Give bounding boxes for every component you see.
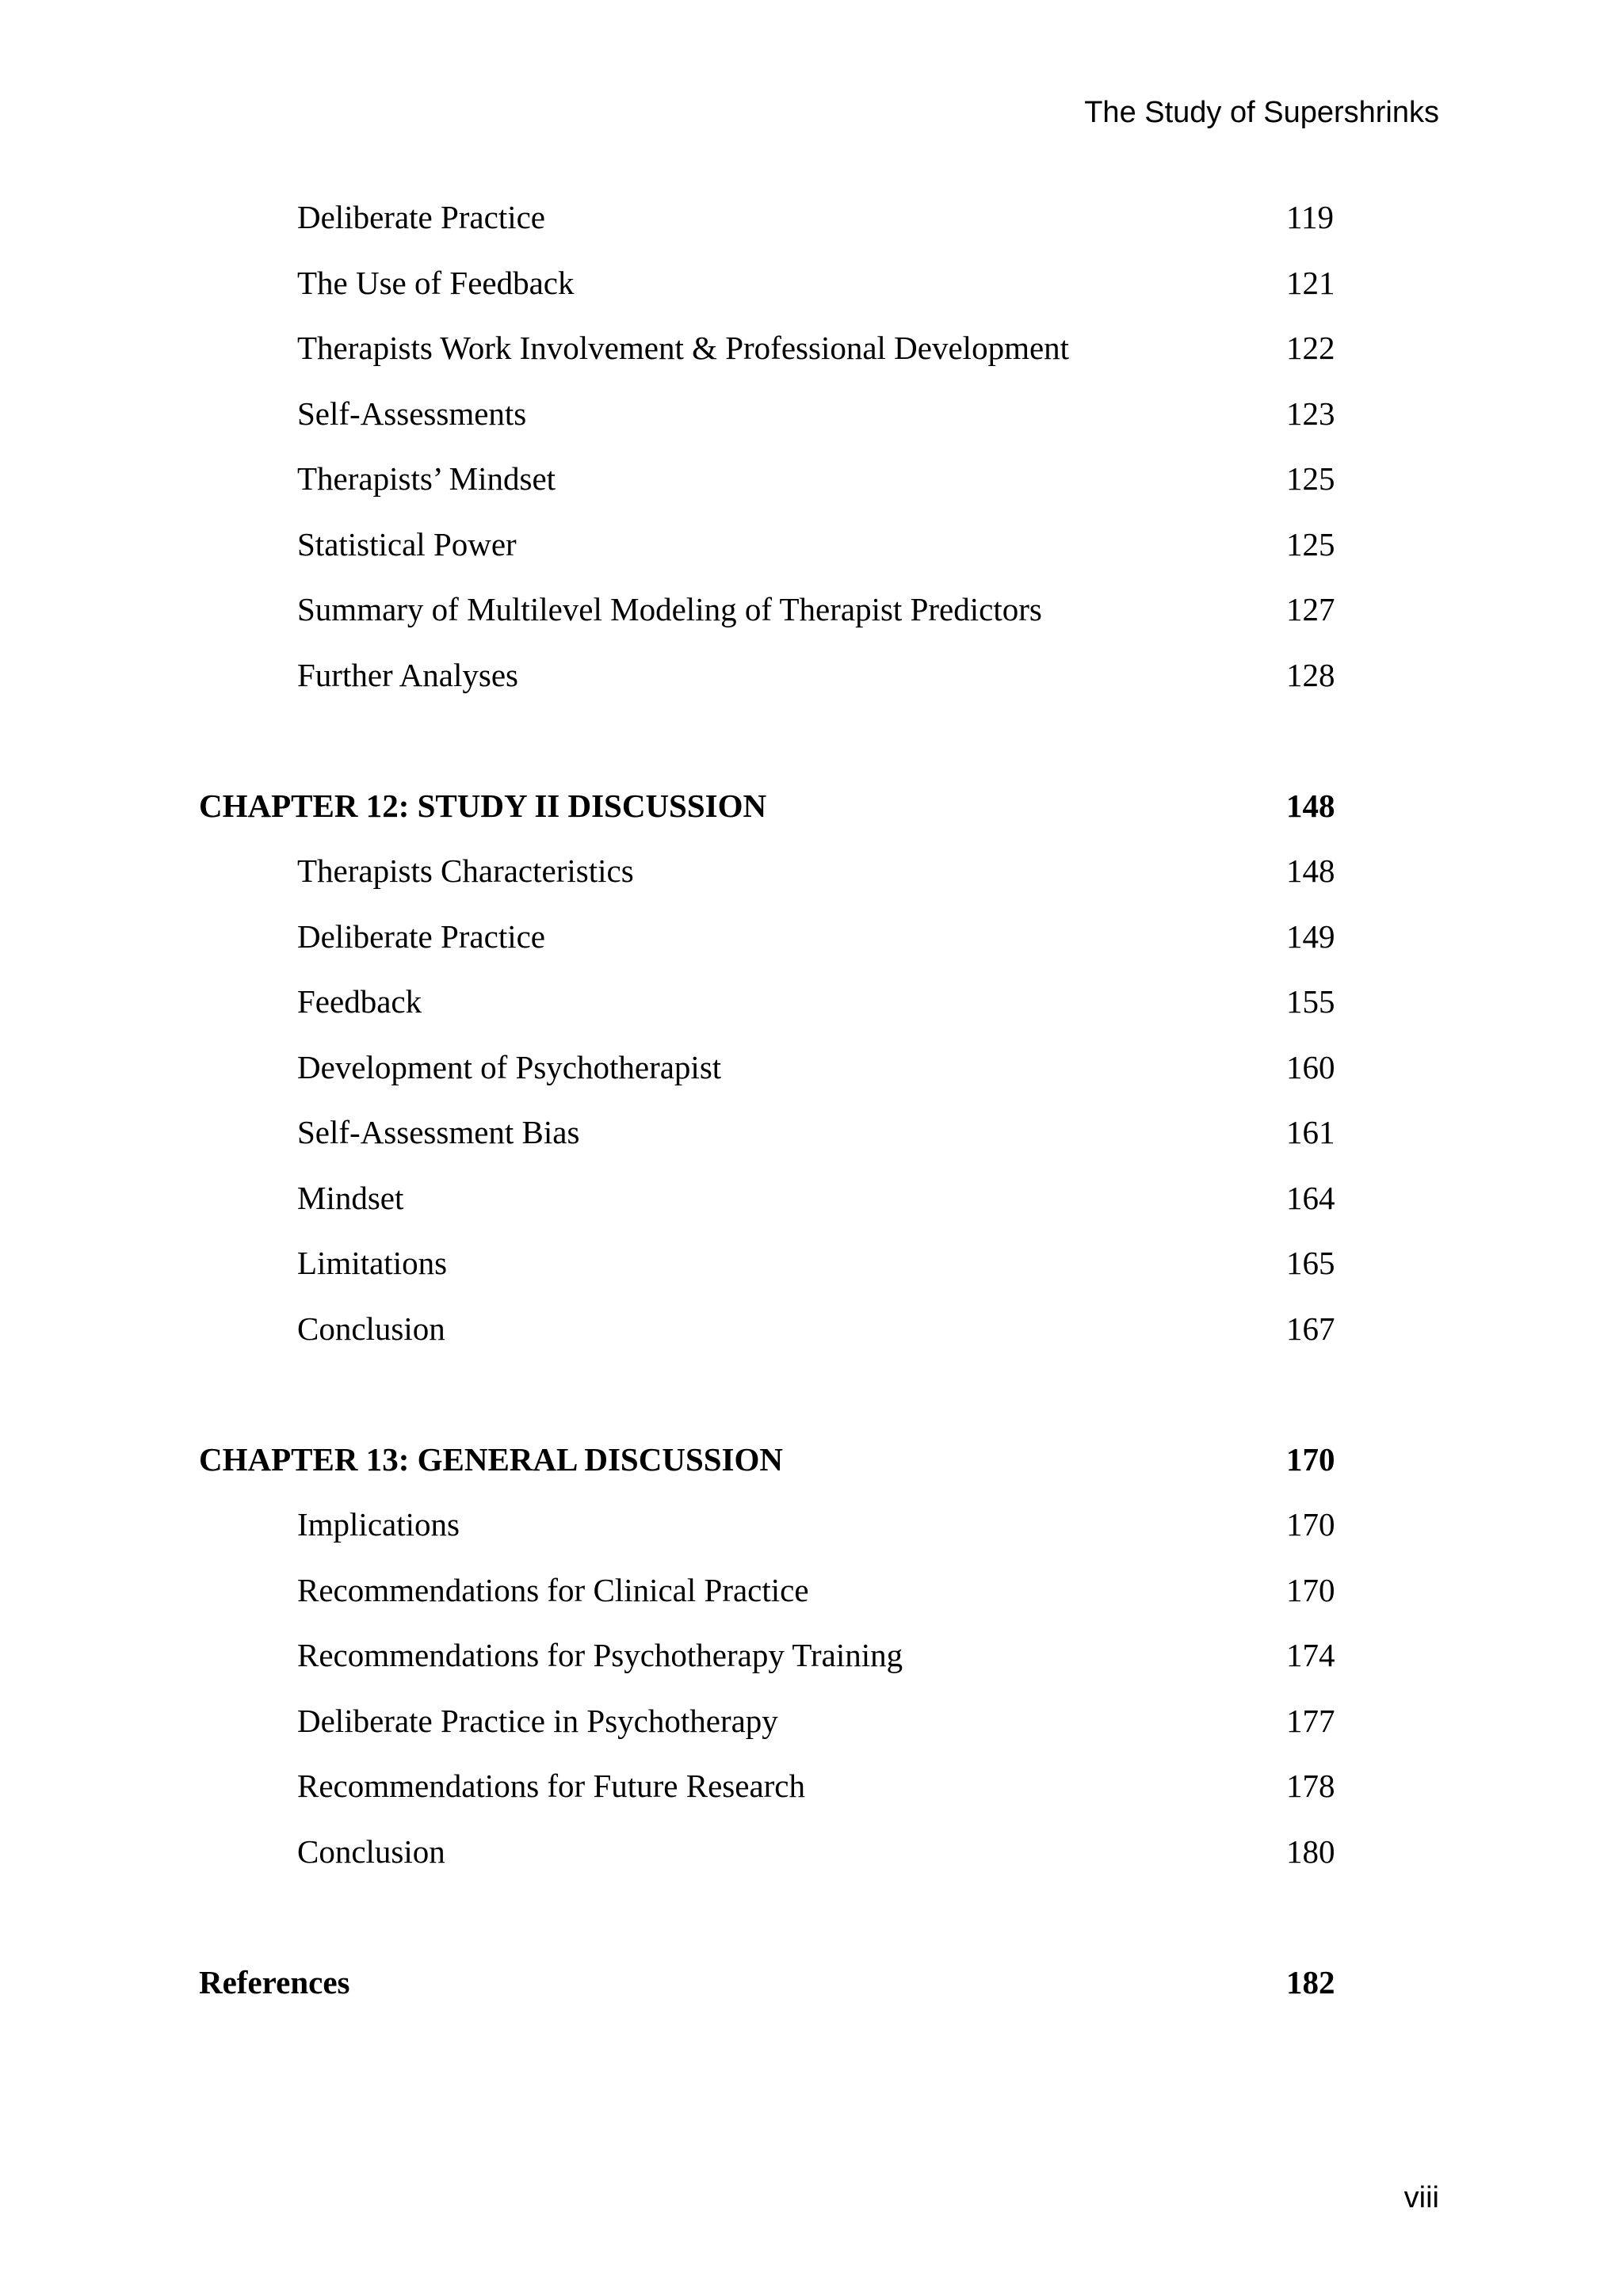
toc-entry[interactable] <box>0 651 1623 717</box>
toc-entry-title: Feedback <box>297 983 422 1020</box>
toc-entry-title: Recommendations for Psychotherapy Training <box>297 1637 903 1673</box>
toc-entry-title: Deliberate Practice <box>297 917 546 955</box>
toc-entry-page: 123 <box>1286 395 1335 432</box>
toc-chapter-heading[interactable] <box>0 782 1623 848</box>
toc-entry-title: Statistical Power <box>297 525 517 563</box>
toc-entry-page: 170 <box>1286 1506 1335 1543</box>
toc-entry-page: 122 <box>1286 330 1335 366</box>
toc-entry[interactable] <box>0 1174 1623 1240</box>
toc-entry-page: 128 <box>1286 656 1335 693</box>
toc-entry-page: 125 <box>1286 460 1335 497</box>
toc-entry-title: Development of Psychotherapist <box>297 1048 722 1085</box>
toc-entry[interactable] <box>0 390 1623 456</box>
toc-entry-page: 160 <box>1286 1048 1335 1085</box>
toc-entry-title: Therapists’ Mindset <box>297 460 556 497</box>
toc-entry[interactable] <box>0 585 1623 651</box>
toc-entry[interactable] <box>0 324 1623 390</box>
toc-entry[interactable] <box>0 1631 1623 1697</box>
toc-entry[interactable] <box>0 1697 1623 1763</box>
toc-entry[interactable] <box>0 1762 1623 1828</box>
toc-chapter-title: References <box>199 1963 350 2000</box>
toc-entry-page: 167 <box>1286 1310 1335 1347</box>
running-title: The Study of Supershrinks <box>1084 96 1439 129</box>
toc-entry-page: 155 <box>1286 983 1335 1020</box>
page-number: viii <box>1403 2181 1439 2214</box>
toc-entry-page: 127 <box>1286 591 1335 627</box>
toc-entry[interactable] <box>0 1305 1623 1371</box>
toc-entry-page: 165 <box>1286 1245 1335 1281</box>
toc-entry[interactable] <box>0 521 1623 586</box>
toc-entry-title: Self-Assessments <box>297 395 527 432</box>
toc-entry[interactable] <box>0 1566 1623 1632</box>
toc-chapter-page: 182 <box>1286 1963 1335 2000</box>
toc-entry-title: Implications <box>297 1506 460 1543</box>
toc-entry[interactable] <box>0 847 1623 913</box>
toc-entry[interactable] <box>0 1043 1623 1109</box>
toc-entry-title: Deliberate Practice <box>297 199 546 235</box>
toc-entry-title: Further Analyses <box>297 656 518 693</box>
toc-entry[interactable] <box>0 913 1623 978</box>
toc-entry[interactable] <box>0 1108 1623 1174</box>
toc-entry[interactable] <box>0 455 1623 521</box>
toc-entry-page: 174 <box>1286 1637 1335 1673</box>
toc-chapter-page: 170 <box>1286 1440 1335 1478</box>
toc-entry-page: 164 <box>1286 1179 1335 1216</box>
toc-entry[interactable] <box>0 1239 1623 1305</box>
toc-entry-title: Self-Assessment Bias <box>297 1114 580 1150</box>
toc-entry-title: Conclusion <box>297 1310 445 1347</box>
toc-entry-page: 177 <box>1286 1702 1335 1739</box>
toc-chapter-title: CHAPTER 12: STUDY II DISCUSSION <box>199 787 767 824</box>
toc-chapter-title: CHAPTER 13: GENERAL DISCUSSION <box>199 1440 783 1478</box>
toc-entry[interactable] <box>0 1501 1623 1566</box>
toc-entry[interactable] <box>0 259 1623 325</box>
toc-entry-page: 125 <box>1286 525 1335 563</box>
toc-entry-title: Summary of Multilevel Modeling of Therapist Predictors <box>297 591 1042 627</box>
toc-entry-title: Conclusion <box>297 1833 445 1870</box>
toc-entry-page: 119 <box>1286 199 1334 235</box>
toc-entry-title: Recommendations for Clinical Practice <box>297 1571 809 1608</box>
toc-entry-title: Limitations <box>297 1245 448 1281</box>
toc-entry-title: Deliberate Practice in Psychotherapy <box>297 1702 778 1739</box>
toc-entry-page: 170 <box>1286 1571 1335 1608</box>
toc-entry-title: Mindset <box>297 1179 404 1216</box>
toc-entry[interactable] <box>0 1828 1623 1894</box>
table-of-contents <box>0 193 1623 2023</box>
toc-entry-title: The Use of Feedback <box>297 264 575 301</box>
toc-entry-page: 161 <box>1286 1114 1335 1150</box>
toc-entry-page: 178 <box>1286 1768 1335 1804</box>
toc-entry-page: 121 <box>1286 264 1335 301</box>
toc-chapter-heading[interactable] <box>0 1436 1623 1501</box>
toc-entry[interactable] <box>0 978 1623 1043</box>
toc-entry-title: Recommendations for Future Research <box>297 1768 806 1804</box>
toc-references-heading[interactable] <box>0 1958 1623 2024</box>
toc-entry-page: 148 <box>1286 852 1335 889</box>
toc-entry-page: 180 <box>1286 1833 1335 1870</box>
toc-chapter-page: 148 <box>1286 787 1335 824</box>
toc-entry-title: Therapists Characteristics <box>297 852 634 889</box>
toc-entry-title: Therapists Work Involvement & Professional Development <box>297 330 1070 366</box>
toc-entry-page: 149 <box>1286 917 1335 955</box>
toc-entry[interactable] <box>0 193 1623 259</box>
